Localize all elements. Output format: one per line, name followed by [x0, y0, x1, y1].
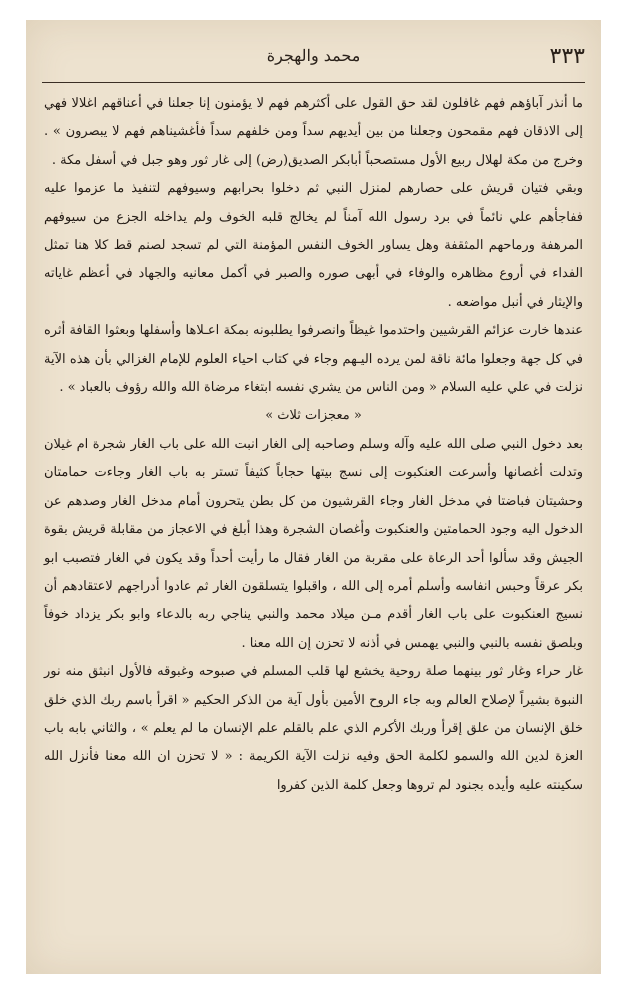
paragraph: وبقي فتيان قريش على حصارهم لمنزل النبي ثم دخلوا بحرابهم وسيوفهم لتنفيذ ما عزموا عليه ففاجأهم علي نائماً في برد رسول الله آمناً لم يخالج قلبه الخوف ولم يداخله الجزع من سيوفهم المرهفة ورماحهم المثقفة وهل يساور الخوف النفس المؤمنة التي لم تسجد لصنم قط كلا هنا تمثل الفداء في أروع مظاهره والوفاء في أبهى صوره والصبر في أكمل معانيه والجهاد في أعظم غاياته والإيثار في أنبل مواضعه . — [44, 181, 583, 310]
header-rule — [42, 82, 585, 83]
page-header — [42, 40, 585, 84]
paragraph: غار حراء وغار ثور بينهما صلة روحية يخشع لها قلب المسلم في صبوحه وغبوقه فالأول انبثق منه نور النبوة بشيراً لإصلاح العالم وبه جاء الروح الأمين بأول آية من الذكر الحكيم « اقرأ باسم ربك الذي خلق خلق الإنسان من علق إقرأ وربك الأكرم الذي علم بالقلم علم الإنسان ما لم يعلم » ، والثاني بابه باب العزة لدين الله والسمو لكلمة الحق وفيه نزلت الآية الكريمة : « لا تحزن ان الله معنا فأنزل الله سكينته عليه وأيده بجنود لم تروها وجعل كلمة الذين كفروا — [44, 664, 583, 793]
section-subheading: « معجزات ثلاث » — [265, 408, 362, 424]
book-page — [26, 20, 601, 974]
paragraph: عندها خارت عزائم القرشيين واحتدموا غيظاً وانصرفوا يطلبونه بمكة اعـلاها وأسفلها وبعثوا القافة أثره في كل جهة وجعلوا مائة ناقة لمن يرده اليـهم وجاء في كتاب احياء العلوم للإمام الغزالي بأن هذه الآية نزلت في علي عليه السلام « ومن الناس من يشري نفسه ابتغاء مرضاة الله والله رؤوف بالعباد » . — [44, 323, 583, 396]
running-title: محمد والهجرة — [266, 46, 361, 65]
page-body — [44, 90, 583, 800]
page-number: ٣٣٣ — [549, 44, 585, 69]
paragraph: بعد دخول النبي صلى الله عليه وآله وسلم وصاحبه إلى الغار انبت الله على باب الغار شجرة ام غيلان وتدلت أغصانها وأسرعت العنكبوت إلى نسج بيتها حجاباً كثيفاً تستر به باب الغار وجاءت حمامتان وحشيتان فباضتا في مدخل الغار وجاء القرشيون من كل بطن يتحرون أمام مدخل الغار وصدهم عن الدخول اليه وجود الحمامتين والعنكبوت وأغصان الشجرة وهذا أبلغ في الاعجاز من مقابلة قريش بقوة الجيش وقد سألوا أحد الرعاة على مقربة من الغار فقال ما رأيت أحداً وقد يكون في الغار فتصبب ابو بكر عرقاً وحبس انفاسه وأسلم أمره إلى الله ، واقبلوا يتسلقون الغار ثم عادوا أدراجهم لاعتقادهم أن نسيج العنكبوت على باب الغار أقدم مـن ميلاد محمد والنبي يناجي ربه بالدعاء وابو بكر يزداد خوفاً وبلصق نفسه بالنبي والنبي يهمس في أذنه لا تحزن إن الله معنا . — [44, 436, 583, 651]
paragraph: ما أنذر آباؤهم فهم غافلون لقد حق القول على أكثرهم فهم لا يؤمنون إنا جعلنا في أعناقهم اغلالا فهي إلى الاذقان فهم مقمحون وجعلنا من بين أيديهم سداً ومن خلفهم سداً فأغشيناهم فهم لا يبصرون » . وخرج من مكة لهلال ربيع الأول مستصحباً أبابكر الصديق(رض) إلى غار ثور وهو جبل في أسفل مكة . — [44, 96, 583, 168]
